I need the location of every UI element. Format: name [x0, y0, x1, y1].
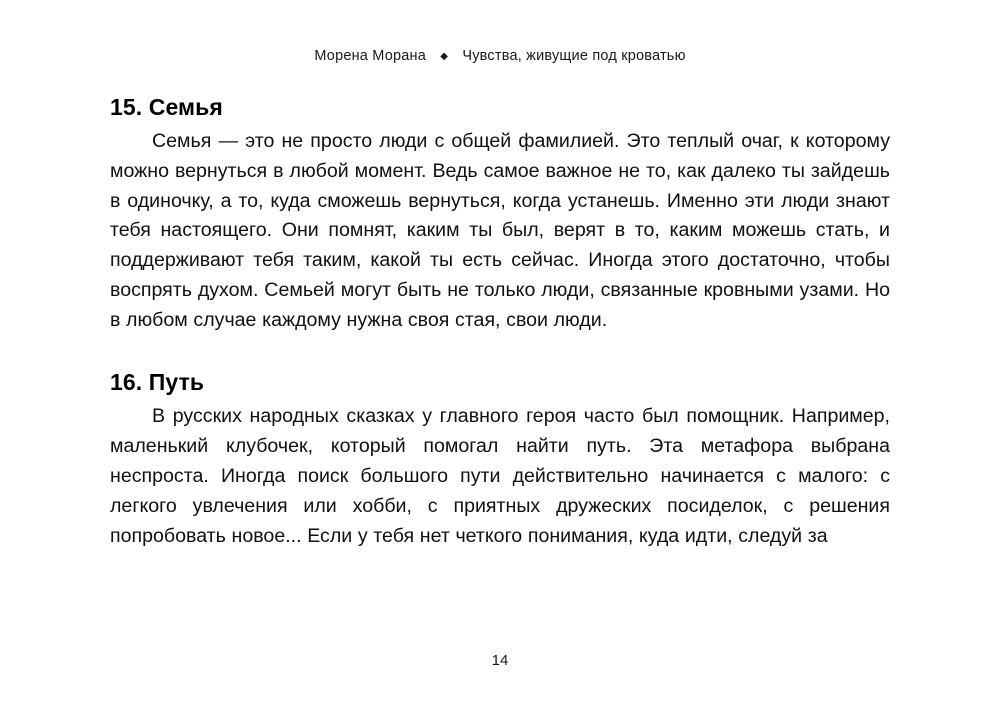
- section-heading: 16. Путь: [110, 369, 205, 396]
- page-content: [110, 64, 890, 551]
- section-put: [110, 369, 890, 551]
- running-head-author: Морена Морана: [314, 48, 426, 64]
- running-head-book-title: Чувства, живущие под кроватью: [462, 48, 686, 64]
- section-heading: 15. Семья: [110, 94, 223, 120]
- page-number: 14: [491, 652, 509, 669]
- section-paragraph: Семья — это не просто люди с общей фамилией. Это теплый очаг, к которому можно вернуться в любой момент. Ведь самое важное не то, как далеко ты зайдешь в одиночку, а то, куда сможешь вернуться, когда устанешь. Именно эти люди знают тебя настоящего. Они помнят, каким ты был, верят в то, каким можешь стать, и поддерживают тебя таким, какой ты есть сейчас. Иногда этого достаточно, чтобы воспрять духом. Семьей могут быть не только люди, связанные кровными узами. Но в любом случае каждому нужна своя стая, свои люди.: [110, 130, 890, 331]
- section-paragraph: В русских народных сказках у главного героя часто был помощник. Например, маленький клубочек, который помогал найти путь. Эта метафора выбрана неспроста. Иногда поиск большого пути действительно начинается с малого: с легкого увлечения или хобби, с приятных дружеских посиделок, с решения попробовать новое... Если у тебя нет четкого понимания, куда идти, следуй за: [110, 405, 890, 547]
- running-head: [0, 48, 1000, 64]
- book-page: [0, 48, 1000, 715]
- section-semya: [110, 94, 890, 335]
- running-head-separator-icon: ◆: [440, 50, 449, 62]
